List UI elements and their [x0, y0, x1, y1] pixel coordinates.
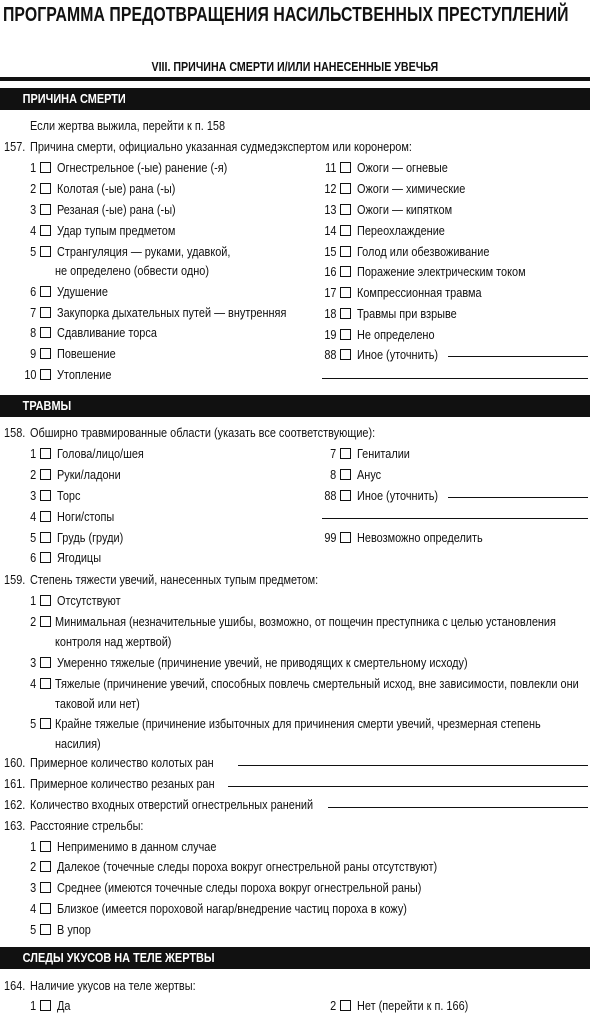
checkbox[interactable]	[40, 369, 51, 380]
option-157-9[interactable]: 9 Повешение	[29, 346, 116, 361]
page-title: ПРОГРАММА ПРЕДОТВРАЩЕНИЯ НАСИЛЬСТВЕННЫХ ПРЕСТУПЛЕНИЙ	[3, 4, 569, 26]
checkbox[interactable]	[40, 924, 51, 935]
option-157-6[interactable]: 6 Удушение	[29, 284, 108, 299]
question-number: 161.	[4, 776, 26, 791]
option-157-13[interactable]: 13 Ожоги — кипятком	[323, 202, 453, 217]
option-157-8[interactable]: 8 Сдавливание торса	[29, 325, 157, 340]
question-160: Примерное количество колотых ран	[30, 755, 214, 770]
checkbox[interactable]	[40, 841, 51, 852]
specify-field-158[interactable]	[448, 497, 588, 498]
checkbox[interactable]	[40, 327, 51, 338]
checkbox[interactable]	[340, 204, 351, 215]
checkbox[interactable]	[40, 1000, 51, 1011]
option-163-2[interactable]: 2 Далекое (точечные следы пороха вокруг огнестрельной раны отсутствуют)	[29, 859, 438, 874]
option-157-10[interactable]: 10 Утопление	[23, 367, 112, 382]
question-number: 163.	[4, 818, 26, 833]
option-157-7[interactable]: 7 Закупорка дыхательных путей — внутренняя	[29, 305, 287, 320]
option-157-1[interactable]: 1 Огнестрельное (-ые) ранение (-я)	[29, 160, 228, 175]
checkbox[interactable]	[40, 657, 51, 668]
divider	[0, 77, 590, 81]
option-163-4[interactable]: 4 Близкое (имеется пороховой нагар/внедрение частиц пороха в кожу)	[29, 901, 407, 916]
checkbox[interactable]	[40, 595, 51, 606]
checkbox[interactable]	[340, 1000, 351, 1011]
option-157-3[interactable]: 3 Резаная (-ые) рана (-ы)	[29, 202, 176, 217]
checkbox[interactable]	[340, 490, 351, 501]
option-158-8[interactable]: 8 Анус	[329, 467, 382, 482]
checkbox[interactable]	[40, 225, 51, 236]
option-163-1[interactable]: 1 Неприменимо в данном случае	[29, 839, 217, 854]
checkbox[interactable]	[40, 718, 51, 729]
checkbox[interactable]	[40, 903, 51, 914]
question-163: Расстояние стрельбы:	[30, 818, 144, 833]
checkbox[interactable]	[40, 552, 51, 563]
section-header-cause: ПРИЧИНА СМЕРТИ	[0, 88, 590, 110]
checkbox[interactable]	[40, 183, 51, 194]
checkbox[interactable]	[340, 287, 351, 298]
question-number: 158.	[4, 425, 26, 440]
option-159-2[interactable]: 2	[40, 614, 57, 630]
option-157-15[interactable]: 15 Голод или обезвоживание	[323, 244, 490, 259]
option-163-5[interactable]: 5 В упор	[29, 922, 91, 937]
option-157-18[interactable]: 18 Травмы при взрыве	[323, 306, 457, 321]
checkbox[interactable]	[40, 882, 51, 893]
cut-wounds-field[interactable]	[228, 786, 588, 787]
checkbox[interactable]	[340, 266, 351, 277]
option-157-5-continued: не определено (обвести одно)	[55, 263, 209, 278]
checkbox[interactable]	[40, 511, 51, 522]
option-158-4[interactable]: 4 Ноги/стопы	[29, 509, 115, 524]
option-159-2-text: Минимальная (незначительные ушибы, возможно, от пощечин преступника с целью установления контроля над жертвой)	[55, 614, 556, 649]
question-158: Обширно травмированные области (указать все соответствующие):	[30, 425, 376, 440]
option-157-5[interactable]: 5 Странгуляция — руками, удавкой,	[29, 244, 231, 259]
stab-wounds-field[interactable]	[238, 765, 588, 766]
skip-note: Если жертва выжила, перейти к п. 158	[30, 118, 226, 133]
question-number: 164.	[4, 978, 26, 993]
question-number: 159.	[4, 572, 26, 587]
option-159-5[interactable]: 5	[40, 716, 57, 732]
checkbox[interactable]	[340, 329, 351, 340]
question-162: Количество входных отверстий огнестрельных ранений	[30, 797, 314, 812]
option-158-3[interactable]: 3 Торс	[29, 488, 81, 503]
checkbox[interactable]	[40, 246, 51, 257]
option-157-14[interactable]: 14 Переохлаждение	[323, 223, 445, 238]
option-158-99[interactable]: 99 Невозможно определить	[323, 530, 483, 545]
specify-field-157[interactable]	[448, 356, 588, 357]
option-157-2[interactable]: 2 Колотая (-ые) рана (-ы)	[29, 181, 176, 196]
option-157-19[interactable]: 19 Не определено	[323, 327, 435, 342]
section-header-injuries: ТРАВМЫ	[0, 395, 590, 417]
checkbox[interactable]	[340, 469, 351, 480]
option-159-5-text: Крайне тяжелые (причинение избыточных для причинения смерти увечий, чрезмерная степень насилия)	[55, 716, 541, 751]
option-159-1[interactable]: 1 Отсутствуют	[29, 593, 121, 608]
option-157-16[interactable]: 16 Поражение электрическим током	[323, 264, 526, 279]
option-157-4[interactable]: 4 Удар тупым предметом	[29, 223, 176, 238]
option-159-3[interactable]: 3 Умеренно тяжелые (причинение увечий, не приводящих к смертельному исходу)	[29, 655, 468, 670]
checkbox[interactable]	[340, 162, 351, 173]
option-159-4-text: Тяжелые (причинение увечий, способных повлечь смертельный исход, вне зависимости, повлекли они таковой или нет)	[55, 676, 579, 711]
option-157-11[interactable]: 11 Ожоги — огневые	[324, 160, 448, 175]
gunshot-entries-field[interactable]	[328, 807, 588, 808]
question-157: Причина смерти, официально указанная судмедэкспертом или коронером:	[30, 139, 412, 154]
checkbox[interactable]	[40, 307, 51, 318]
checkbox[interactable]	[340, 349, 351, 360]
option-158-5[interactable]: 5 Грудь (груди)	[29, 530, 124, 545]
option-164-1[interactable]: 1 Да	[29, 998, 71, 1013]
checkbox[interactable]	[340, 183, 351, 194]
option-158-6[interactable]: 6 Ягодицы	[29, 550, 102, 565]
checkbox[interactable]	[40, 490, 51, 501]
specify-field-158-line2[interactable]	[322, 518, 588, 519]
checkbox[interactable]	[340, 448, 351, 459]
specify-field-157-line2[interactable]	[322, 378, 588, 379]
question-164: Наличие укусов на теле жертвы:	[30, 978, 196, 993]
checkbox[interactable]	[340, 246, 351, 257]
option-158-1[interactable]: 1 Голова/лицо/шея	[29, 446, 144, 461]
section-header-bites: СЛЕДЫ УКУСОВ НА ТЕЛЕ ЖЕРТВЫ	[0, 947, 590, 969]
option-157-17[interactable]: 17 Компрессионная травма	[323, 285, 482, 300]
question-159: Степень тяжести увечий, нанесенных тупым предметом:	[30, 572, 319, 587]
option-158-88[interactable]: 88 Иное (уточнить)	[323, 488, 439, 503]
checkbox[interactable]	[40, 616, 51, 627]
checkbox[interactable]	[40, 678, 51, 689]
option-163-3[interactable]: 3 Среднее (имеются точечные следы пороха вокруг огнестрельной раны)	[29, 880, 422, 895]
option-164-2[interactable]: 2 Нет (перейти к п. 166)	[329, 998, 469, 1013]
checkbox[interactable]	[40, 348, 51, 359]
question-number: 162.	[4, 797, 26, 812]
section-subtitle: VIII. ПРИЧИНА СМЕРТИ И/ИЛИ НАНЕСЕННЫЕ УВЕЧЬЯ	[151, 59, 439, 74]
checkbox[interactable]	[340, 225, 351, 236]
option-158-7[interactable]: 7 Гениталии	[329, 446, 410, 461]
checkbox[interactable]	[40, 286, 51, 297]
option-157-88[interactable]: 88 Иное (уточнить)	[323, 347, 439, 362]
option-159-4[interactable]: 4	[40, 676, 57, 692]
checkbox[interactable]	[40, 861, 51, 872]
checkbox[interactable]	[40, 448, 51, 459]
option-157-12[interactable]: 12 Ожоги — химические	[323, 181, 466, 196]
checkbox[interactable]	[40, 469, 51, 480]
checkbox[interactable]	[40, 162, 51, 173]
checkbox[interactable]	[340, 308, 351, 319]
question-number: 160.	[4, 755, 26, 770]
checkbox[interactable]	[40, 204, 51, 215]
option-158-2[interactable]: 2 Руки/ладони	[29, 467, 121, 482]
question-161: Примерное количество резаных ран	[30, 776, 215, 791]
checkbox[interactable]	[40, 532, 51, 543]
question-number: 157.	[4, 139, 26, 154]
checkbox[interactable]	[340, 532, 351, 543]
